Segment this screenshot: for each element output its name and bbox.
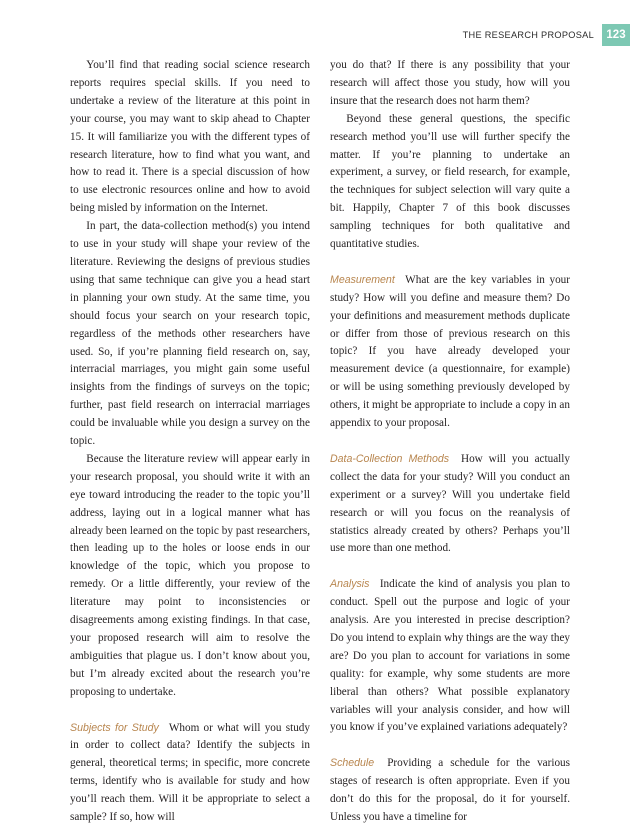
subheading-subjects-for-study: Subjects for Study — [70, 721, 159, 734]
subheading-schedule: Schedule — [330, 757, 375, 770]
section-subjects-for-study — [70, 720, 310, 827]
subheading-analysis: Analysis — [330, 578, 370, 591]
subheading-data-collection-methods: Data-Collection Methods — [330, 452, 450, 465]
paragraph: you do that? If there is any possibility that your research will affect those you study, how will you insure that the research does not harm them? — [330, 59, 570, 107]
right-column — [330, 57, 570, 827]
paragraph: Because the literature review will appear early in your research proposal, you should write it with an eye toward introducing the reader to the topic you’ll address, laying out in a logical manner what has already been learned on the topic by past researchers, then leading up to the holes or loose ends in our knowledge of the topic, which you propose to remedy. Or a little differently, your review of the literature may point to inconsistencies or disagreements among existing findings. In that case, your proposed research will aim to resolve the ambiguities that plague us. I don’t know about you, but I’m already excited about the research you’re proposing to undertake. — [70, 452, 310, 698]
paragraph: You’ll find that reading social science research reports requires special skills. If you need to undertake a review of the literature at this point in your course, you may want to skip ahead to Chapter 15. It will familiarize you with the different types of research literature, how to find what you want, and how to read it. There is a special discussion of how to use electronic resources online and how to avoid being misled by information on the Internet. — [70, 59, 310, 215]
subheading-measurement: Measurement — [330, 273, 395, 286]
section-text: Providing a schedule for the various stages of research is often appropriate. Even if you don’t do this for the proposal, do it for yourself. Unless you have a timeline for — [330, 757, 571, 823]
left-column — [70, 57, 310, 827]
section-text: How will you actually collect the data for your study? Will you conduct an experiment or a survey? Will you undertake field research or will you focus on the reanalysis of statistics already created by others? Perhaps you’ll use more than one method. — [330, 452, 570, 555]
section-text: Indicate the kind of analysis you plan to conduct. Spell out the purpose and logic of your analysis. Are you interested in precise description? Do you intend to explain why things are the way they are? Do you plan to account for variations in some quality: for example, why some students are more liberal than others? What possible explanatory variables will your analysis consider, and how will you know if you’ve explained variations adequately? — [330, 578, 570, 734]
section-measurement — [330, 272, 570, 433]
running-title: THE RESEARCH PROPOSAL — [462, 30, 594, 40]
section-analysis — [330, 576, 570, 737]
running-header — [463, 24, 630, 46]
page-number-badge: 123 — [602, 24, 630, 46]
section-data-collection-methods — [330, 451, 570, 558]
section-schedule — [330, 755, 570, 827]
paragraph: In part, the data-collection method(s) you intend to use in your study will shape your review of the literature. Reviewing the designs of previous studies using that same technique can give you a head start in planning your own study. At the same time, you should focus your search on your research topic, regardless of the methods other researchers have used. So, if you’re planning field research on, say, interracial marriages, you might gain some useful insights from the findings of surveys on the topic; further, past field research on interracial marriages could be invaluable while you design a survey on the topic. — [70, 220, 310, 448]
paragraph: Beyond these general questions, the specific research method you’ll use will further specify the matter. If you’re planning to undertake an experiment, a survey, or field research, for example, the techniques for subject selection will vary quite a bit. Happily, Chapter 7 of this book discusses sampling techniques for both qualitative and quantitative studies. — [330, 112, 570, 251]
section-text: Whom or what will you study in order to collect data? Identify the subjects in general, theoretical terms; in specific, more concrete terms, identify who is available for study and how you’ll reach them. Will it be appropriate to select a sample? If so, how will — [70, 721, 310, 824]
section-text: What are the key variables in your study? How will you define and measure them? Do your definitions and measurement methods duplicate or differ from those of previous research on this topic? If you have already developed your measurement device (a questionnaire, for example) or will be using something previously developed by others, it might be appropriate to include a copy in an appendix to your proposal. — [330, 273, 570, 430]
